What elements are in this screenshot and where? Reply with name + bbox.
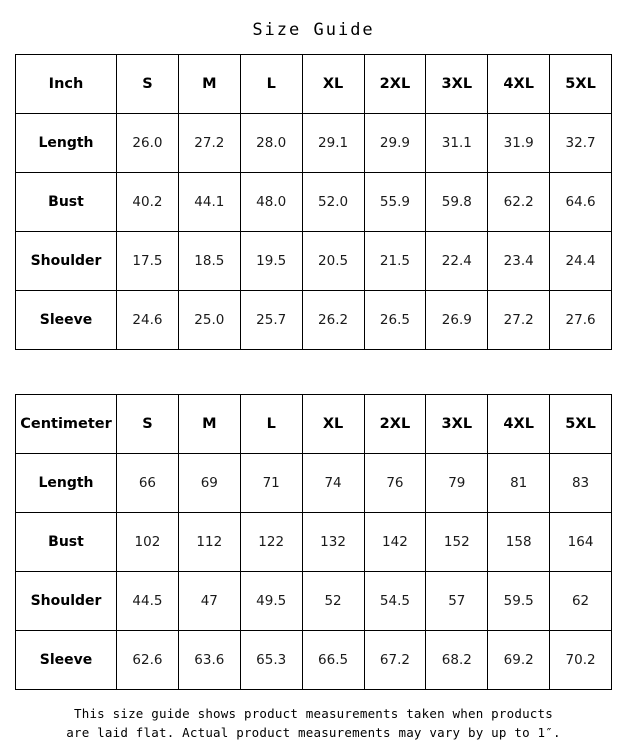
size-header-4xl: 4XL: [488, 395, 550, 454]
cell-length-5xl: 32.7: [550, 114, 612, 173]
cell-length-xl: 74: [302, 454, 364, 513]
cell-shoulder-4xl: 23.4: [488, 232, 550, 291]
cell-bust-l: 122: [240, 513, 302, 572]
cell-bust-s: 40.2: [117, 173, 179, 232]
cell-bust-2xl: 142: [364, 513, 426, 572]
row-label-shoulder: Shoulder: [16, 232, 117, 291]
table-spacer: [0, 350, 627, 394]
cell-bust-s: 102: [117, 513, 179, 572]
table-row: [16, 173, 612, 232]
cell-sleeve-l: 25.7: [240, 291, 302, 350]
cell-length-2xl: 29.9: [364, 114, 426, 173]
cell-sleeve-xl: 26.2: [302, 291, 364, 350]
cell-sleeve-m: 25.0: [178, 291, 240, 350]
cell-bust-m: 44.1: [178, 173, 240, 232]
row-label-bust: Bust: [16, 513, 117, 572]
cell-bust-2xl: 55.9: [364, 173, 426, 232]
cell-length-l: 28.0: [240, 114, 302, 173]
size-header-l: L: [240, 395, 302, 454]
size-header-s: S: [117, 395, 179, 454]
size-table-centimeter: [15, 394, 612, 690]
cell-sleeve-s: 24.6: [117, 291, 179, 350]
cell-bust-4xl: 158: [488, 513, 550, 572]
cell-shoulder-m: 18.5: [178, 232, 240, 291]
cell-shoulder-3xl: 57: [426, 572, 488, 631]
cell-sleeve-4xl: 69.2: [488, 631, 550, 690]
size-header-m: M: [178, 55, 240, 114]
size-header-l: L: [240, 55, 302, 114]
cell-sleeve-l: 65.3: [240, 631, 302, 690]
cell-shoulder-4xl: 59.5: [488, 572, 550, 631]
cell-bust-xl: 52.0: [302, 173, 364, 232]
cell-sleeve-5xl: 70.2: [550, 631, 612, 690]
unit-label-centimeter: Centimeter: [16, 395, 117, 454]
cell-shoulder-l: 19.5: [240, 232, 302, 291]
unit-label-inch: Inch: [16, 55, 117, 114]
row-label-length: Length: [16, 114, 117, 173]
cell-shoulder-s: 44.5: [117, 572, 179, 631]
row-label-sleeve: Sleeve: [16, 631, 117, 690]
cell-sleeve-2xl: 67.2: [364, 631, 426, 690]
page-title: Size Guide: [252, 20, 375, 40]
cell-length-2xl: 76: [364, 454, 426, 513]
cell-sleeve-xl: 66.5: [302, 631, 364, 690]
cell-length-s: 26.0: [117, 114, 179, 173]
size-header-4xl: 4XL: [488, 55, 550, 114]
cell-bust-4xl: 62.2: [488, 173, 550, 232]
table-header-row: [16, 395, 612, 454]
cell-shoulder-2xl: 54.5: [364, 572, 426, 631]
cell-sleeve-3xl: 26.9: [426, 291, 488, 350]
cell-sleeve-5xl: 27.6: [550, 291, 612, 350]
size-header-m: M: [178, 395, 240, 454]
cell-bust-3xl: 59.8: [426, 173, 488, 232]
footnote-line-2: are laid flat. Actual product measurements may vary by up to 1″.: [66, 725, 561, 741]
cell-shoulder-xl: 52: [302, 572, 364, 631]
cell-shoulder-5xl: 62: [550, 572, 612, 631]
cell-length-5xl: 83: [550, 454, 612, 513]
cell-length-3xl: 31.1: [426, 114, 488, 173]
table-header-row: [16, 55, 612, 114]
table-row: [16, 513, 612, 572]
size-header-xl: XL: [302, 55, 364, 114]
cell-bust-5xl: 64.6: [550, 173, 612, 232]
size-header-2xl: 2XL: [364, 55, 426, 114]
size-header-2xl: 2XL: [364, 395, 426, 454]
cell-length-m: 69: [178, 454, 240, 513]
cell-sleeve-4xl: 27.2: [488, 291, 550, 350]
row-label-length: Length: [16, 454, 117, 513]
cell-shoulder-2xl: 21.5: [364, 232, 426, 291]
size-header-3xl: 3XL: [426, 55, 488, 114]
table-row: [16, 114, 612, 173]
cell-shoulder-l: 49.5: [240, 572, 302, 631]
cell-length-m: 27.2: [178, 114, 240, 173]
cell-shoulder-m: 47: [178, 572, 240, 631]
cell-length-3xl: 79: [426, 454, 488, 513]
cell-length-s: 66: [117, 454, 179, 513]
cell-bust-xl: 132: [302, 513, 364, 572]
cell-bust-3xl: 152: [426, 513, 488, 572]
row-label-shoulder: Shoulder: [16, 572, 117, 631]
size-header-s: S: [117, 55, 179, 114]
cell-shoulder-5xl: 24.4: [550, 232, 612, 291]
cell-length-4xl: 31.9: [488, 114, 550, 173]
size-header-5xl: 5XL: [550, 395, 612, 454]
size-table-inch: [15, 54, 612, 350]
size-header-xl: XL: [302, 395, 364, 454]
row-label-sleeve: Sleeve: [16, 291, 117, 350]
row-label-bust: Bust: [16, 173, 117, 232]
footnote-line-1: This size guide shows product measurements taken when products: [74, 706, 553, 721]
table-row: [16, 291, 612, 350]
cell-length-l: 71: [240, 454, 302, 513]
table-row: [16, 631, 612, 690]
size-header-3xl: 3XL: [426, 395, 488, 454]
cell-sleeve-s: 62.6: [117, 631, 179, 690]
cell-length-4xl: 81: [488, 454, 550, 513]
cell-sleeve-2xl: 26.5: [364, 291, 426, 350]
cell-shoulder-3xl: 22.4: [426, 232, 488, 291]
cell-shoulder-s: 17.5: [117, 232, 179, 291]
cell-bust-l: 48.0: [240, 173, 302, 232]
footnote: [15, 690, 612, 743]
table-row: [16, 454, 612, 513]
table-row: [16, 232, 612, 291]
cell-shoulder-xl: 20.5: [302, 232, 364, 291]
size-header-5xl: 5XL: [550, 55, 612, 114]
cell-sleeve-m: 63.6: [178, 631, 240, 690]
cell-length-xl: 29.1: [302, 114, 364, 173]
table-row: [16, 572, 612, 631]
cell-sleeve-3xl: 68.2: [426, 631, 488, 690]
cell-bust-m: 112: [178, 513, 240, 572]
cell-bust-5xl: 164: [550, 513, 612, 572]
